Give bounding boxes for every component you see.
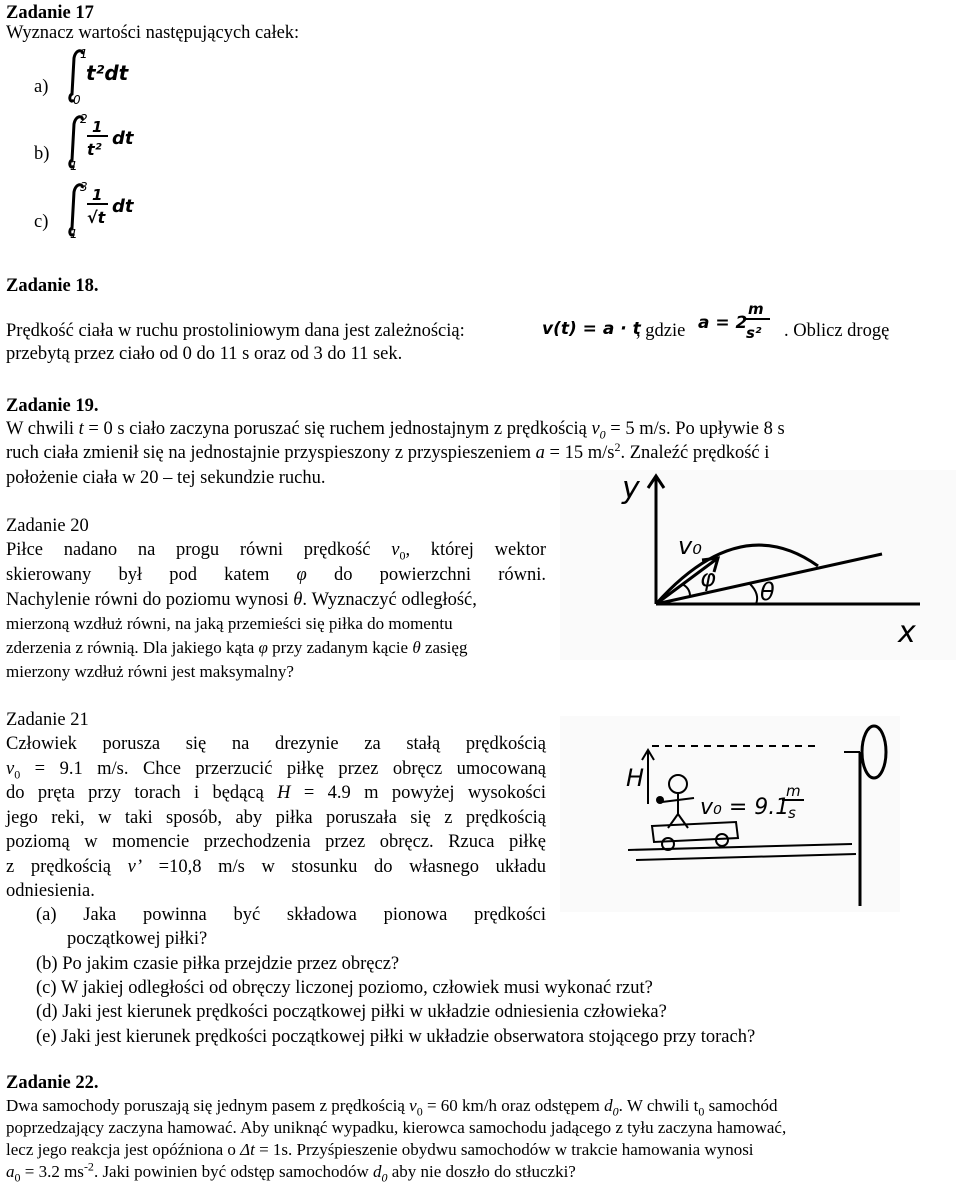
z20-line6: mierzony wzdłuż równi jest maksymalny?	[6, 662, 294, 681]
z21-line6: z prędkością v’ =10,8 m/s w stosunku do własnego układu	[6, 857, 546, 877]
integral-c-tail: dt	[112, 196, 134, 217]
integral-b	[60, 108, 150, 174]
integral-a-upper: 1	[80, 47, 88, 61]
z22-title: Zadanie 22.	[6, 1073, 99, 1093]
z19-line2: ruch ciała zmienił się na jednostajnie przyspieszony z przyspieszeniem a = 15 $m/s^2$. Znaleźć prędkość i	[6, 439, 770, 463]
z21-title: Zadanie 21	[6, 710, 89, 730]
z20-title: Zadanie 20	[6, 516, 89, 536]
z17-label-c: c)	[34, 212, 49, 232]
z19-title: Zadanie 19.	[6, 396, 99, 416]
z22-line4: $a_0 = 3.2$ $ms^{-2}$. Jaki powinien być odstęp samochodów $d_0$ aby nie doszło do stłuczki?	[6, 1159, 576, 1184]
z21-line4: jego reki, w taki sposób, aby piłka poruszała się z prędkością	[6, 808, 546, 828]
z18-line1-a: Prędkość ciała w ruchu prostoliniowym dana jest zależnością:	[6, 321, 465, 341]
z20-fig-y-label: y	[622, 471, 640, 506]
z21-line3: do pręta przy torach i będącą H = 4.9 m powyżej wysokości	[6, 783, 546, 803]
z18-formula-a	[698, 300, 778, 346]
z18-line1-b: , gdzie	[636, 321, 686, 341]
integral-c-num: 1	[92, 186, 103, 204]
z20-figure	[560, 470, 956, 660]
z21-question-a: (a) Jaka powinna być składowa pionowa prędkości	[36, 905, 546, 925]
svg-text:s²: s²	[746, 324, 762, 342]
z22-line3: lecz jego reakcja jest opóźniona o Δt = 1s. Przyśpieszenie obydwu samochodów w trakcie hamowania wynosi	[6, 1140, 754, 1159]
z20-line1: Piłce nadano na progu równi prędkość $v_0$, której wektor	[6, 540, 546, 563]
integral-c-upper: 3	[80, 180, 88, 194]
integral-c-lower: 1	[70, 227, 78, 241]
z18-title: Zadanie 18.	[6, 276, 99, 296]
z20-line5: zderzenia z równią. Dla jakiego kąta φ przy zadanym kącie θ zasięg	[6, 638, 468, 657]
z20-fig-x-label: x	[898, 615, 916, 650]
integral-a-integrand: t²dt	[86, 61, 129, 85]
integral-b-tail: dt	[112, 128, 134, 149]
z20-fig-v0-label: v₀	[678, 532, 702, 560]
z18-line1-c: . Oblicz drogę	[784, 321, 890, 341]
z19-line3: położenie ciała w 20 – tej sekundzie ruchu.	[6, 468, 326, 488]
z20-line3: Nachylenie równi do poziomu wynosi θ. Wyznaczyć odległość,	[6, 590, 477, 610]
svg-text:m: m	[748, 300, 764, 318]
svg-text:a = 2: a = 2	[698, 313, 748, 333]
z21-fig-H-label: H	[626, 764, 645, 792]
svg-text:v(t) = a · t: v(t) = a · t	[542, 319, 641, 339]
z21-question-e: (e) Jaki jest kierunek prędkości początkowej piłki w układzie obserwatora stojącego przy torach?	[36, 1027, 756, 1047]
z20-fig-theta-label: θ	[760, 578, 775, 606]
z21-question-b: (b) Po jakim czasie piłka przejdzie przez obręcz?	[36, 954, 400, 974]
integral-a	[60, 44, 150, 106]
z21-line7: odniesienia.	[6, 881, 95, 901]
integral-b-num: 1	[92, 118, 103, 136]
integral-b-lower: 1	[70, 159, 78, 173]
z21-question-c: (c) W jakiej odległości od obręczy liczonej poziomo, człowiek musi wykonać rzut?	[36, 978, 653, 998]
z21-question-d: (d) Jaki jest kierunek prędkości początkowej piłki w układzie odniesienia człowieka?	[36, 1002, 667, 1022]
z18-formula-v	[542, 314, 641, 342]
z21-figure	[560, 716, 900, 912]
z20-fig-phi-label: φ	[700, 564, 716, 592]
integral-b-den: t²	[87, 140, 102, 159]
z17-title: Zadanie 17	[6, 3, 94, 23]
integral-a-lower: 0	[73, 93, 81, 107]
z21-line1: Człowiek porusza się na drezynie za stałą prędkością	[6, 734, 546, 754]
z19-line1: W chwili t = 0 s ciało zaczyna poruszać się ruchem jednostajnym z prędkością $v_0 = 5$ m/s. Po upływie 8 s	[6, 419, 785, 442]
z21-line2: $v_0 = 9.1$ m/s. Chce przerzucić piłkę przez obręcz umocowaną	[6, 759, 546, 782]
z22-line1: Dwa samochody poruszają się jednym pasem z prędkością $v_0 = 60$ km/h oraz odstępem $d_0$. W chwili $t_0$ samochód	[6, 1096, 778, 1119]
integral-c-den: √t	[87, 208, 106, 227]
z21-fig-unit-num: m	[786, 782, 801, 800]
z17-label-a: a)	[34, 77, 49, 97]
integral-c	[60, 176, 150, 242]
z21-fig-unit-den: s	[788, 804, 796, 822]
z17-label-b: b)	[34, 144, 50, 164]
z21-line5: poziomą w momencie przechodzenia przez obręcz. Rzuca piłkę	[6, 832, 546, 852]
z21-question-a-cont: początkowej piłki?	[67, 929, 208, 949]
z20-line4: mierzoną wzdłuż równi, na jaką przemieści się piłka do momentu	[6, 614, 453, 633]
integral-b-upper: 2	[80, 112, 88, 126]
z20-line2: skierowany był pod katem φ do powierzchni równi.	[6, 565, 546, 585]
z18-line2: przebytą przez ciało od 0 do 11 s oraz od 3 do 11 sek.	[6, 344, 403, 364]
z21-fig-v0-label: v₀ = 9.1	[700, 795, 790, 820]
z22-line2: poprzedzający zaczyna hamować. Aby uniknąć wypadku, kierowca samochodu jadącego z tyłu zaczyna hamować,	[6, 1118, 787, 1137]
z17-intro: Wyznacz wartości następujących całek:	[6, 23, 300, 43]
